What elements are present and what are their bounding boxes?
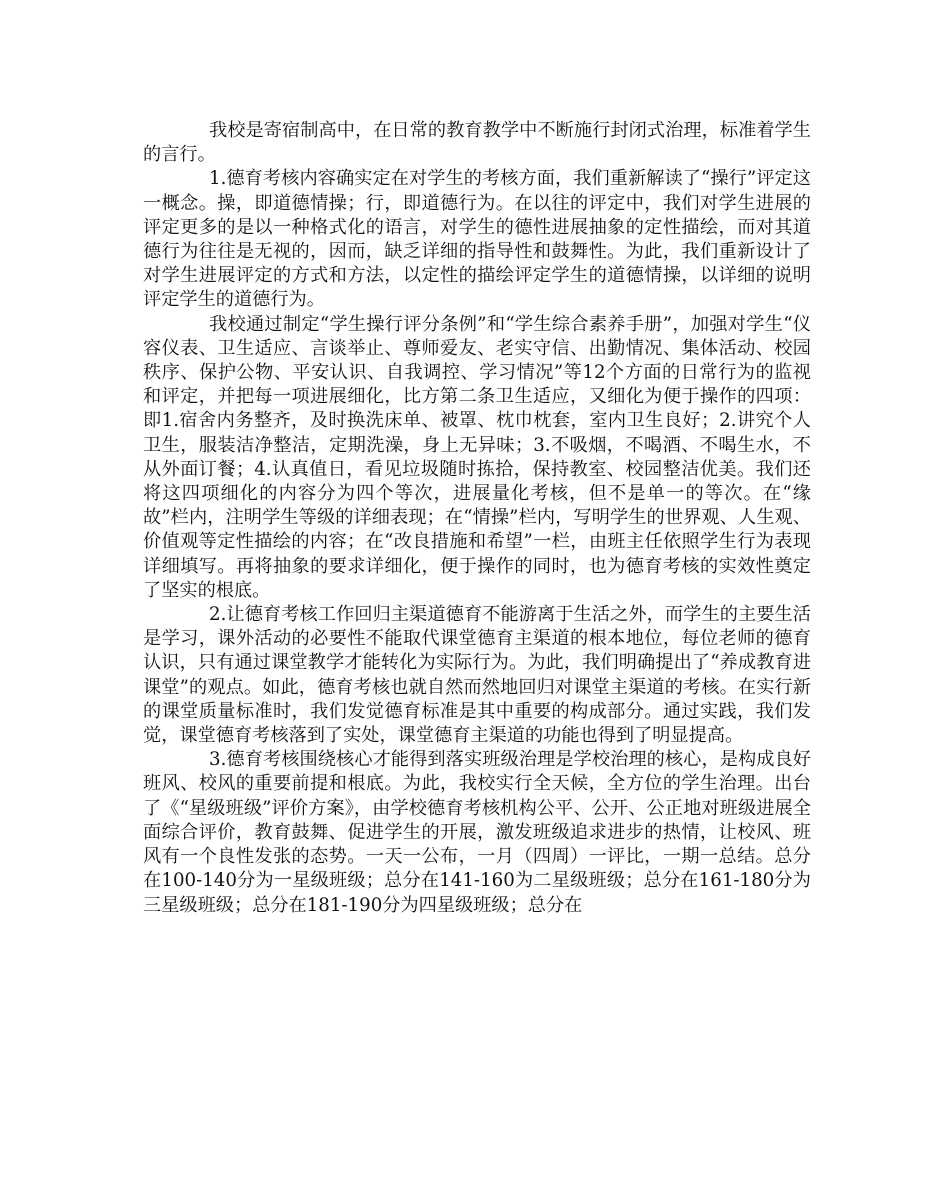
paragraph-item-1: 1.德育考核内容确实定在对学生的考核方面，我们重新解读了“操行”评定这一概念。操，即道德情操；行，即道德行为。在以往的评定中，我们对学生进展的评定更多的是以一种格式化的语言，对学生的德性进展抽象的定性描绘，而对其道德行为往往是无视的，因而，缺乏详细的指导性和鼓舞性。为此，我们重新设计了对学生进展评定的方式和方法，以定性的描绘评定学生的道德情操，以详细的说明评定学生的道德行为。 [143,168,811,311]
paragraph-item-3: 3.德育考核围绕核心才能得到落实班级治理是学校治理的核心，是构成良好班风、校风的重要前提和根底。为此，我校实行全天候，全方位的学生治理。出台了《“星级班级”评价方案》，由学校德育考核机构公平、公开、公正地对班级进展全面综合评价，教育鼓舞、促进学生的开展，激发班级追求进步的热情，让校风、班风有一个良性发张的态势。一天一公布，一月（四周）一评比，一期一总结。总分在100-140分为一星级班级；总分在141-160为二星级班级；总分在161-180分为三星级班级；总分在181-190分为四星级班级；总分在 [143,749,811,916]
paragraph-item-2: 2.让德育考核工作回归主渠道德育不能游离于生活之外，而学生的主要生活是学习，课外活动的必要性不能取代课堂德育主渠道的根本地位，每位老师的德育认识，只有通过课堂教学才能转化为实际行为。为此，我们明确提出了“养成教育进课堂”的观点。如此，德育考核也就自然而然地回归对课堂主渠道的考核。在实行新的课堂质量标准时，我们发觉德育标准是其中重要的构成部分。通过实践，我们发觉，课堂德育考核落到了实处，课堂德育主渠道的功能也得到了明显提高。 [143,604,811,747]
document-body [143,119,811,918]
paragraph-regulations: 我校通过制定“学生操行评分条例”和“学生综合素养手册”，加强对学生“仪容仪表、卫生适应、言谈举止、尊师爱友、老实守信、出勤情况、集体活动、校园秩序、保护公物、平安认识、自我调控、学习情况”等12个方面的日常行为的监视和评定，并把每一项进展细化，比方第二条卫生适应，又细化为便于操作的四项：即1.宿舍内务整齐，及时换洗床单、被罩、枕巾枕套，室内卫生良好；2.讲究个人卫生，服装洁净整洁，定期洗澡，身上无异味；3.不吸烟，不喝酒、不喝生水，不从外面订餐；4.认真值日，看见垃圾随时拣拾，保持教室、校园整洁优美。我们还将这四项细化的内容分为四个等次，进展量化考核，但不是单一的等次。在“缘故”栏内，注明学生等级的详细表现；在“情操”栏内，写明学生的世界观、人生观、价值观等定性描绘的内容；在“改良措施和希望”一栏，由班主任依照学生行为表现详细填写。再将抽象的要求详细化，便于操作的同时，也为德育考核的实效性奠定了坚实的根底。 [143,313,811,601]
paragraph-intro: 我校是寄宿制高中，在日常的教育教学中不断施行封闭式治理，标准着学生的言行。 [143,120,811,166]
